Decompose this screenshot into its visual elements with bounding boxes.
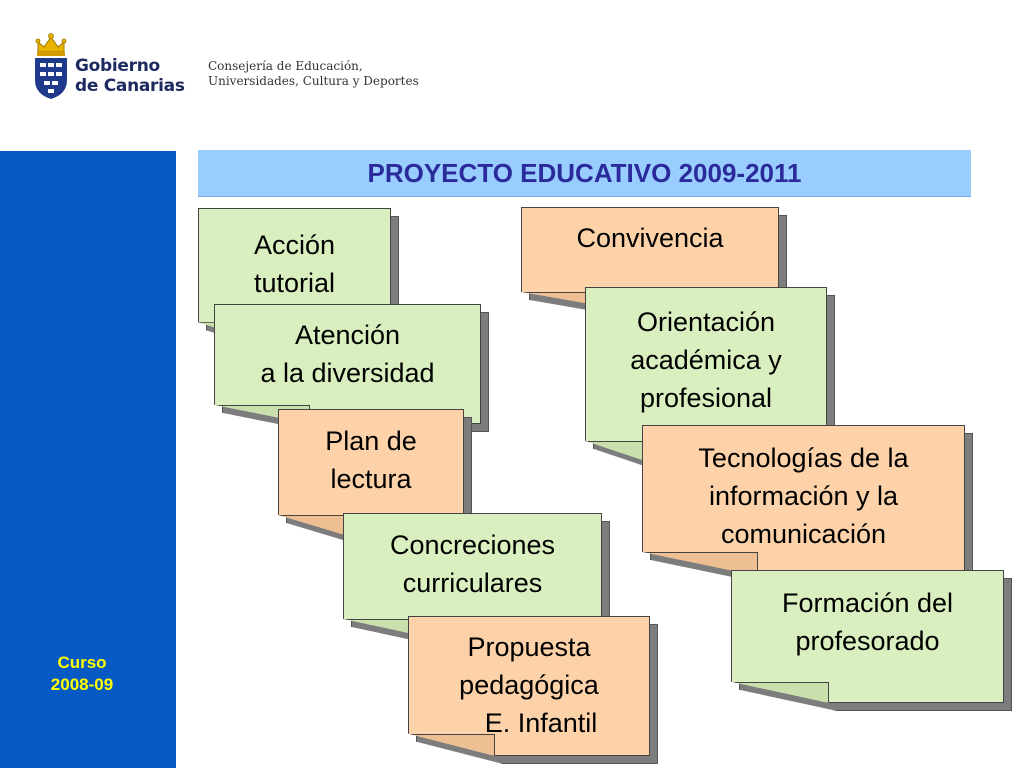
- note-tecnologias-line1: Tecnologías de la: [698, 443, 909, 473]
- crown-shield-icon: [32, 32, 70, 100]
- note-propuesta-line3: E. Infantil: [484, 708, 598, 738]
- department-name: [208, 59, 419, 89]
- note-tecnologias-line2: información y la: [708, 481, 899, 511]
- organization-name-line1: Gobierno: [75, 56, 160, 76]
- note-accion-tutorial-line2: tutorial: [253, 268, 336, 298]
- course-label-line2: 2008-09: [50, 675, 114, 694]
- note-concreciones-line1: Concreciones: [389, 530, 556, 560]
- note-atencion-diversidad-line2: a la diversidad: [260, 358, 435, 388]
- note-accion-tutorial-line1: Acción: [253, 230, 336, 260]
- organization-name: [75, 56, 185, 96]
- note-formacion-line2: profesorado: [795, 626, 940, 656]
- department-name-line2: Universidades, Cultura y Deportes: [208, 74, 419, 88]
- note-orientacion-line3: profesional: [639, 383, 773, 413]
- note-tecnologias: [642, 425, 965, 576]
- note-formacion-line1: Formación del: [781, 588, 954, 618]
- course-label: [0, 652, 164, 696]
- note-orientacion-line2: académica y: [630, 345, 782, 375]
- note-propuesta-line1: Propuesta: [467, 632, 591, 662]
- organization-name-line2: de Canarias: [75, 76, 185, 96]
- note-plan-lectura-line1: Plan de: [325, 426, 417, 456]
- course-label-line1: Curso: [57, 653, 107, 672]
- note-tecnologias-line3: comunicación: [720, 519, 887, 549]
- note-formacion: [731, 570, 1004, 703]
- note-propuesta: [408, 616, 650, 756]
- note-propuesta-line2: pedagógica: [459, 670, 599, 700]
- note-atencion-diversidad-line1: Atención: [294, 320, 401, 350]
- page-title: PROYECTO EDUCATIVO 2009-2011: [198, 150, 971, 197]
- note-orientacion-line1: Orientación: [636, 307, 776, 337]
- note-convivencia-line1: Convivencia: [576, 223, 724, 253]
- note-plan-lectura-line2: lectura: [330, 464, 412, 494]
- department-name-line1: Consejería de Educación,: [208, 59, 363, 73]
- note-atencion-diversidad: [214, 304, 481, 424]
- note-concreciones-line2: curriculares: [402, 568, 543, 598]
